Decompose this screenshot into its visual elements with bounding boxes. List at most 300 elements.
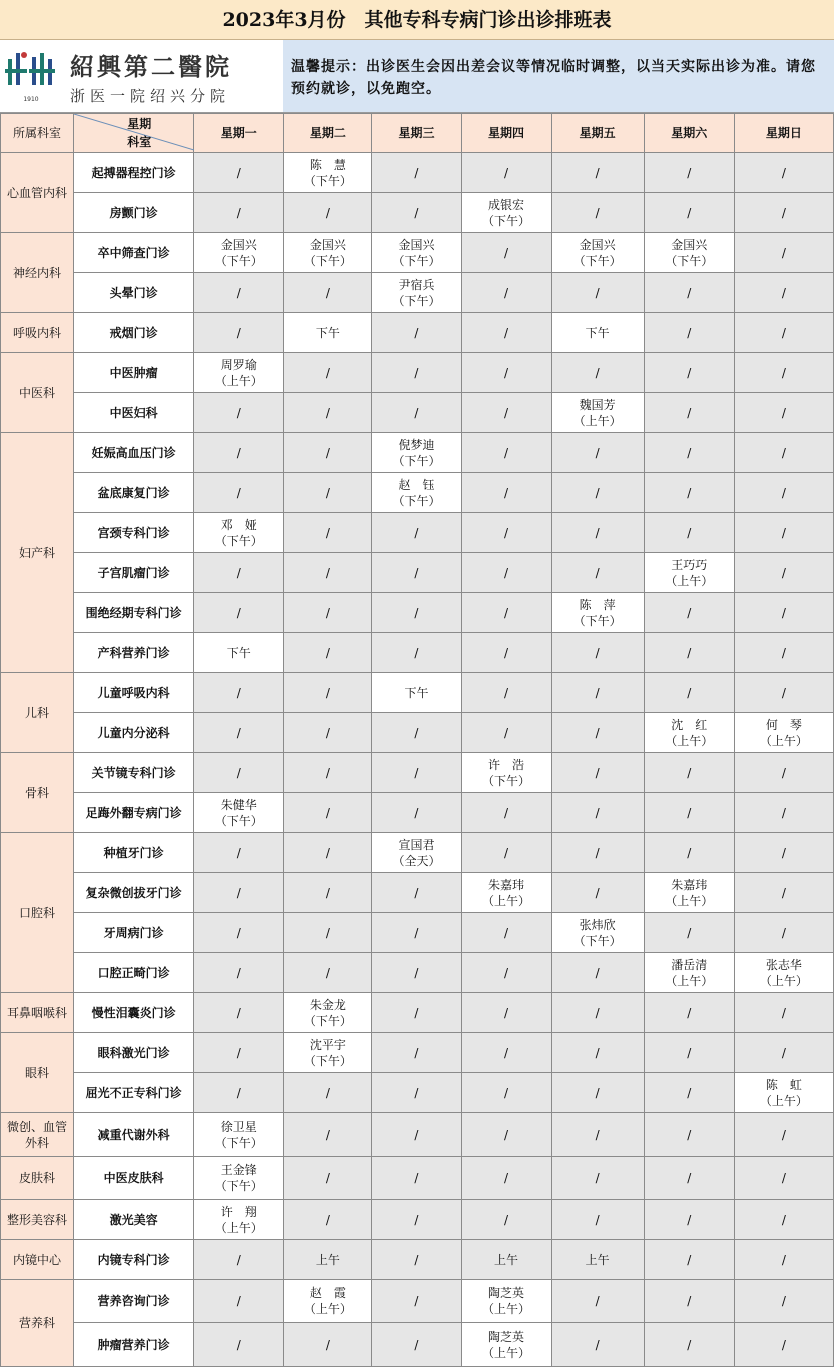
schedule-cell: / <box>644 473 734 513</box>
schedule-cell: / <box>194 913 284 953</box>
header-corner <box>74 114 194 153</box>
header-day: 星期三 <box>372 114 461 153</box>
table-row <box>1 633 834 673</box>
table-row <box>1 1033 834 1073</box>
header-day: 星期五 <box>551 114 644 153</box>
schedule-cell: / <box>644 1240 734 1280</box>
schedule-cell: / <box>194 873 284 913</box>
dept-cell: 内镜中心 <box>1 1240 74 1280</box>
schedule-cell: / <box>284 353 372 393</box>
schedule-cell: / <box>644 993 734 1033</box>
clinic-cell: 妊娠高血压门诊 <box>74 433 194 473</box>
dept-cell: 微创、血管 外科 <box>1 1113 74 1157</box>
schedule-cell: / <box>284 753 372 793</box>
schedule-cell: / <box>734 233 833 273</box>
schedule-cell: / <box>372 1280 461 1323</box>
schedule-cell: 朱金龙 （下午） <box>284 993 372 1033</box>
header-day: 星期四 <box>461 114 551 153</box>
page-title: 2023年3月份 其他专科专病门诊出诊排班表 <box>0 0 834 40</box>
schedule-cell: / <box>461 1157 551 1200</box>
schedule-cell: / <box>284 553 372 593</box>
schedule-cell: / <box>644 1323 734 1367</box>
schedule-cell: / <box>194 193 284 233</box>
schedule-cell: / <box>734 753 833 793</box>
schedule-cell: / <box>644 833 734 873</box>
dept-cell: 骨科 <box>1 753 74 833</box>
dept-cell: 皮肤科 <box>1 1157 74 1200</box>
schedule-cell: / <box>284 1157 372 1200</box>
schedule-cell: / <box>372 1240 461 1280</box>
dept-cell: 儿科 <box>1 673 74 753</box>
schedule-cell: 赵 钰 （下午） <box>372 473 461 513</box>
schedule-cell: / <box>644 793 734 833</box>
schedule-cell: / <box>372 1200 461 1240</box>
schedule-cell: / <box>194 1033 284 1073</box>
schedule-cell: / <box>551 1200 644 1240</box>
schedule-cell: 魏国芳 （上午） <box>551 393 644 433</box>
schedule-cell: / <box>284 473 372 513</box>
schedule-cell: / <box>551 713 644 753</box>
clinic-cell: 慢性泪囊炎门诊 <box>74 993 194 1033</box>
schedule-cell: 下午 <box>372 673 461 713</box>
clinic-cell: 口腔正畸门诊 <box>74 953 194 993</box>
schedule-cell: / <box>194 833 284 873</box>
schedule-cell: / <box>551 1157 644 1200</box>
schedule-cell: / <box>551 793 644 833</box>
schedule-cell: / <box>372 193 461 233</box>
schedule-cell: / <box>372 393 461 433</box>
schedule-cell: / <box>194 1240 284 1280</box>
header-day: 星期六 <box>644 114 734 153</box>
dept-cell: 妇产科 <box>1 433 74 673</box>
schedule-cell: 王金锋 （下午） <box>194 1157 284 1200</box>
schedule-cell: 朱健华 （下午） <box>194 793 284 833</box>
schedule-cell: 许 浩 （下午） <box>461 753 551 793</box>
schedule-cell: / <box>284 1200 372 1240</box>
schedule-cell: / <box>284 673 372 713</box>
schedule-cell: 朱嘉玮 （上午） <box>644 873 734 913</box>
schedule-cell: / <box>644 433 734 473</box>
table-row <box>1 1073 834 1113</box>
schedule-cell: / <box>194 433 284 473</box>
schedule-cell: / <box>461 593 551 633</box>
schedule-cell: / <box>551 473 644 513</box>
schedule-cell: / <box>194 273 284 313</box>
clinic-cell: 牙周病门诊 <box>74 913 194 953</box>
schedule-cell: / <box>551 193 644 233</box>
schedule-cell: 陶芝英 （上午） <box>461 1323 551 1367</box>
hospital-emblem-icon <box>0 44 62 108</box>
table-row <box>1 753 834 793</box>
table-row <box>1 1200 834 1240</box>
schedule-cell: / <box>644 513 734 553</box>
schedule-cell: / <box>551 153 644 193</box>
schedule-cell: / <box>284 273 372 313</box>
schedule-cell: / <box>194 713 284 753</box>
schedule-cell: / <box>372 793 461 833</box>
clinic-cell: 关节镜专科门诊 <box>74 753 194 793</box>
schedule-cell: / <box>372 553 461 593</box>
schedule-cell: / <box>734 1200 833 1240</box>
schedule-cell: / <box>734 833 833 873</box>
schedule-cell: / <box>644 1200 734 1240</box>
schedule-cell: 下午 <box>194 633 284 673</box>
schedule-cell: 朱嘉玮 （上午） <box>461 873 551 913</box>
schedule-cell: / <box>644 193 734 233</box>
schedule-cell: / <box>372 1157 461 1200</box>
schedule-cell: 陈 虹 （上午） <box>734 1073 833 1113</box>
schedule-cell: / <box>734 393 833 433</box>
schedule-cell: / <box>194 993 284 1033</box>
table-row <box>1 913 834 953</box>
clinic-cell: 复杂微创拔牙门诊 <box>74 873 194 913</box>
schedule-cell: / <box>372 753 461 793</box>
schedule-cell: / <box>734 993 833 1033</box>
schedule-cell: / <box>551 513 644 553</box>
schedule-cell: / <box>734 273 833 313</box>
schedule-cell: / <box>551 673 644 713</box>
clinic-cell: 营养咨询门诊 <box>74 1280 194 1323</box>
schedule-cell: / <box>551 633 644 673</box>
schedule-cell: / <box>644 353 734 393</box>
schedule-cell: / <box>284 193 372 233</box>
schedule-cell: 上午 <box>551 1240 644 1280</box>
schedule-cell: / <box>644 273 734 313</box>
schedule-cell: / <box>372 913 461 953</box>
corner-top-label: 星期 <box>127 117 152 131</box>
clinic-cell: 减重代谢外科 <box>74 1113 194 1157</box>
schedule-cell: / <box>461 833 551 873</box>
table-row <box>1 713 834 753</box>
schedule-cell: / <box>734 193 833 233</box>
schedule-cell: / <box>372 1113 461 1157</box>
schedule-cell: / <box>644 1073 734 1113</box>
dept-cell: 口腔科 <box>1 833 74 993</box>
schedule-cell: / <box>734 673 833 713</box>
schedule-cell: / <box>734 513 833 553</box>
schedule-cell: 邓 娅 （下午） <box>194 513 284 553</box>
schedule-cell: / <box>284 393 372 433</box>
schedule-cell: 潘岳清 （上午） <box>644 953 734 993</box>
schedule-cell: 倪梦迪 （下午） <box>372 433 461 473</box>
schedule-cell: / <box>644 913 734 953</box>
schedule-cell: / <box>372 353 461 393</box>
schedule-cell: / <box>644 1157 734 1200</box>
schedule-cell: / <box>372 953 461 993</box>
banner <box>0 40 834 113</box>
schedule-cell: / <box>551 1113 644 1157</box>
schedule-cell: / <box>644 753 734 793</box>
dept-cell: 耳鼻咽喉科 <box>1 993 74 1033</box>
table-row <box>1 1240 834 1280</box>
header-day: 星期日 <box>734 114 833 153</box>
dept-cell: 整形美容科 <box>1 1200 74 1240</box>
schedule-cell: / <box>284 513 372 553</box>
schedule-cell: 许 翔 （上午） <box>194 1200 284 1240</box>
schedule-cell: / <box>461 153 551 193</box>
table-row <box>1 513 834 553</box>
table-row <box>1 473 834 513</box>
schedule-cell: / <box>461 313 551 353</box>
schedule-cell: / <box>734 1240 833 1280</box>
table-row <box>1 433 834 473</box>
table-row <box>1 393 834 433</box>
schedule-cell: / <box>461 233 551 273</box>
schedule-cell: / <box>551 833 644 873</box>
table-row <box>1 1280 834 1323</box>
schedule-cell: 金国兴 （下午） <box>284 233 372 273</box>
schedule-cell: 徐卫星 （下午） <box>194 1113 284 1157</box>
schedule-cell: / <box>461 633 551 673</box>
corner-bottom-label: 科室 <box>127 135 152 149</box>
schedule-table <box>0 113 834 1367</box>
schedule-cell: / <box>734 473 833 513</box>
dept-cell: 呼吸内科 <box>1 313 74 353</box>
schedule-cell: / <box>372 593 461 633</box>
schedule-cell: / <box>372 1323 461 1367</box>
table-row <box>1 553 834 593</box>
schedule-cell: / <box>734 1280 833 1323</box>
schedule-cell: 金国兴 （下午） <box>551 233 644 273</box>
schedule-cell: / <box>461 713 551 753</box>
table-row <box>1 313 834 353</box>
notice-text: 温馨提示：出诊医生会因出差会议等情况临时调整，以当天实际出诊为准。请您预约就诊，以免跑空。 <box>283 40 834 112</box>
table-row <box>1 673 834 713</box>
clinic-cell: 房颤门诊 <box>74 193 194 233</box>
schedule-cell: 沈平宇 （下午） <box>284 1033 372 1073</box>
schedule-cell: / <box>734 313 833 353</box>
schedule-cell: / <box>551 953 644 993</box>
schedule-cell: / <box>551 273 644 313</box>
schedule-cell: / <box>284 633 372 673</box>
clinic-cell: 子宫肌瘤门诊 <box>74 553 194 593</box>
schedule-cell: / <box>644 1280 734 1323</box>
schedule-cell: / <box>734 793 833 833</box>
schedule-cell: / <box>284 913 372 953</box>
dept-cell: 心血管内科 <box>1 153 74 233</box>
schedule-cell: / <box>284 433 372 473</box>
schedule-cell: 张志华 （上午） <box>734 953 833 993</box>
schedule-cell: / <box>194 553 284 593</box>
schedule-cell: / <box>644 1113 734 1157</box>
schedule-cell: / <box>644 313 734 353</box>
clinic-cell: 屈光不正专科门诊 <box>74 1073 194 1113</box>
table-row <box>1 953 834 993</box>
dept-cell: 眼科 <box>1 1033 74 1113</box>
clinic-cell: 儿童内分泌科 <box>74 713 194 753</box>
table-row <box>1 593 834 633</box>
schedule-cell: / <box>461 913 551 953</box>
schedule-cell: / <box>461 673 551 713</box>
schedule-cell: 尹宿兵 （下午） <box>372 273 461 313</box>
schedule-cell: 何 琴 （上午） <box>734 713 833 753</box>
schedule-cell: / <box>194 673 284 713</box>
header-day: 星期一 <box>194 114 284 153</box>
hospital-logo <box>0 40 283 112</box>
schedule-cell: / <box>734 913 833 953</box>
header-dept: 所属科室 <box>1 114 74 153</box>
schedule-cell: / <box>551 433 644 473</box>
schedule-cell: / <box>551 753 644 793</box>
schedule-cell: / <box>461 1113 551 1157</box>
schedule-cell: 宣国君 （全天） <box>372 833 461 873</box>
schedule-cell: / <box>551 1280 644 1323</box>
schedule-cell: / <box>194 393 284 433</box>
clinic-cell: 激光美容 <box>74 1200 194 1240</box>
schedule-cell: / <box>284 1113 372 1157</box>
clinic-cell: 卒中筛查门诊 <box>74 233 194 273</box>
schedule-cell: / <box>372 873 461 913</box>
schedule-cell: 陶芝英 （上午） <box>461 1280 551 1323</box>
clinic-cell: 种植牙门诊 <box>74 833 194 873</box>
schedule-cell: / <box>644 633 734 673</box>
clinic-cell: 足踇外翻专病门诊 <box>74 793 194 833</box>
schedule-cell: / <box>194 1073 284 1113</box>
table-row <box>1 993 834 1033</box>
schedule-cell: / <box>734 553 833 593</box>
schedule-cell: 沈 红 （上午） <box>644 713 734 753</box>
schedule-cell: 成银宏 （下午） <box>461 193 551 233</box>
schedule-cell: / <box>284 953 372 993</box>
table-row <box>1 1157 834 1200</box>
founding-year: 1910 <box>23 96 39 103</box>
schedule-cell: 金国兴 （下午） <box>372 233 461 273</box>
schedule-cell: 上午 <box>461 1240 551 1280</box>
schedule-cell: / <box>461 513 551 553</box>
schedule-cell: / <box>194 753 284 793</box>
schedule-cell: 周罗瑜 （上午） <box>194 353 284 393</box>
schedule-cell: / <box>551 1073 644 1113</box>
clinic-cell: 头晕门诊 <box>74 273 194 313</box>
schedule-cell: / <box>284 793 372 833</box>
hospital-subtitle: 浙医一院绍兴分院 <box>70 86 231 105</box>
clinic-cell: 产科营养门诊 <box>74 633 194 673</box>
schedule-cell: / <box>644 673 734 713</box>
clinic-cell: 中医肿瘤 <box>74 353 194 393</box>
schedule-cell: / <box>461 793 551 833</box>
schedule-cell: / <box>644 153 734 193</box>
schedule-cell: 上午 <box>284 1240 372 1280</box>
table-row <box>1 1323 834 1367</box>
schedule-cell: 下午 <box>551 313 644 353</box>
table-row <box>1 833 834 873</box>
schedule-cell: / <box>551 353 644 393</box>
schedule-cell: / <box>284 1073 372 1113</box>
schedule-cell: / <box>734 1113 833 1157</box>
table-row <box>1 353 834 393</box>
schedule-cell: / <box>461 1033 551 1073</box>
schedule-cell: / <box>372 633 461 673</box>
table-row <box>1 873 834 913</box>
clinic-cell: 儿童呼吸内科 <box>74 673 194 713</box>
schedule-cell: / <box>284 873 372 913</box>
schedule-cell: 赵 霞 （上午） <box>284 1280 372 1323</box>
schedule-cell: / <box>284 1323 372 1367</box>
table-row <box>1 793 834 833</box>
schedule-cell: / <box>284 713 372 753</box>
schedule-cell: / <box>372 1073 461 1113</box>
table-row <box>1 193 834 233</box>
schedule-cell: / <box>372 513 461 553</box>
schedule-cell: 王巧巧 （上午） <box>644 553 734 593</box>
schedule-cell: 金国兴 （下午） <box>644 233 734 273</box>
schedule-cell: / <box>372 713 461 753</box>
schedule-cell: / <box>461 433 551 473</box>
schedule-cell: / <box>734 1157 833 1200</box>
schedule-cell: / <box>461 953 551 993</box>
clinic-cell: 围绝经期专科门诊 <box>74 593 194 633</box>
schedule-cell: / <box>461 473 551 513</box>
schedule-cell: / <box>734 153 833 193</box>
schedule-cell: / <box>734 873 833 913</box>
schedule-cell: / <box>461 993 551 1033</box>
schedule-cell: / <box>372 153 461 193</box>
schedule-cell: / <box>551 993 644 1033</box>
schedule-cell: 陈 慧 （下午） <box>284 153 372 193</box>
clinic-cell: 中医妇科 <box>74 393 194 433</box>
dept-cell: 营养科 <box>1 1280 74 1367</box>
table-row <box>1 153 834 193</box>
schedule-cell: / <box>194 473 284 513</box>
schedule-cell: / <box>194 953 284 993</box>
schedule-cell: / <box>194 593 284 633</box>
schedule-cell: / <box>734 1033 833 1073</box>
schedule-cell: / <box>194 1280 284 1323</box>
schedule-cell: / <box>284 833 372 873</box>
schedule-cell: / <box>734 593 833 633</box>
schedule-cell: / <box>551 553 644 593</box>
schedule-cell: / <box>734 633 833 673</box>
clinic-cell: 肿瘤营养门诊 <box>74 1323 194 1367</box>
clinic-cell: 戒烟门诊 <box>74 313 194 353</box>
clinic-cell: 中医皮肤科 <box>74 1157 194 1200</box>
schedule-cell: / <box>372 1033 461 1073</box>
schedule-cell: / <box>461 1200 551 1240</box>
table-row <box>1 233 834 273</box>
schedule-cell: / <box>644 393 734 433</box>
schedule-cell: 金国兴 （下午） <box>194 233 284 273</box>
schedule-cell: / <box>734 353 833 393</box>
schedule-cell: / <box>461 393 551 433</box>
table-row <box>1 1113 834 1157</box>
schedule-cell: / <box>551 873 644 913</box>
schedule-cell: / <box>194 153 284 193</box>
clinic-cell: 盆底康复门诊 <box>74 473 194 513</box>
header-day: 星期二 <box>284 114 372 153</box>
schedule-cell: / <box>644 1033 734 1073</box>
dept-cell: 神经内科 <box>1 233 74 313</box>
dept-cell: 中医科 <box>1 353 74 433</box>
schedule-cell: / <box>372 993 461 1033</box>
schedule-cell: / <box>194 1323 284 1367</box>
schedule-cell: / <box>194 313 284 353</box>
clinic-cell: 起搏器程控门诊 <box>74 153 194 193</box>
schedule-cell: 张炜欣 （下午） <box>551 913 644 953</box>
schedule-cell: / <box>461 273 551 313</box>
hospital-name: 紹興第二醫院 <box>70 51 232 81</box>
schedule-cell: 陈 萍 （下午） <box>551 593 644 633</box>
clinic-cell: 眼科激光门诊 <box>74 1033 194 1073</box>
schedule-cell: 下午 <box>284 313 372 353</box>
schedule-cell: / <box>461 553 551 593</box>
schedule-cell: / <box>734 433 833 473</box>
schedule-cell: / <box>644 593 734 633</box>
schedule-cell: / <box>734 1323 833 1367</box>
schedule-cell: / <box>551 1033 644 1073</box>
schedule-cell: / <box>461 1073 551 1113</box>
schedule-cell: / <box>551 1323 644 1367</box>
clinic-cell: 宫颈专科门诊 <box>74 513 194 553</box>
